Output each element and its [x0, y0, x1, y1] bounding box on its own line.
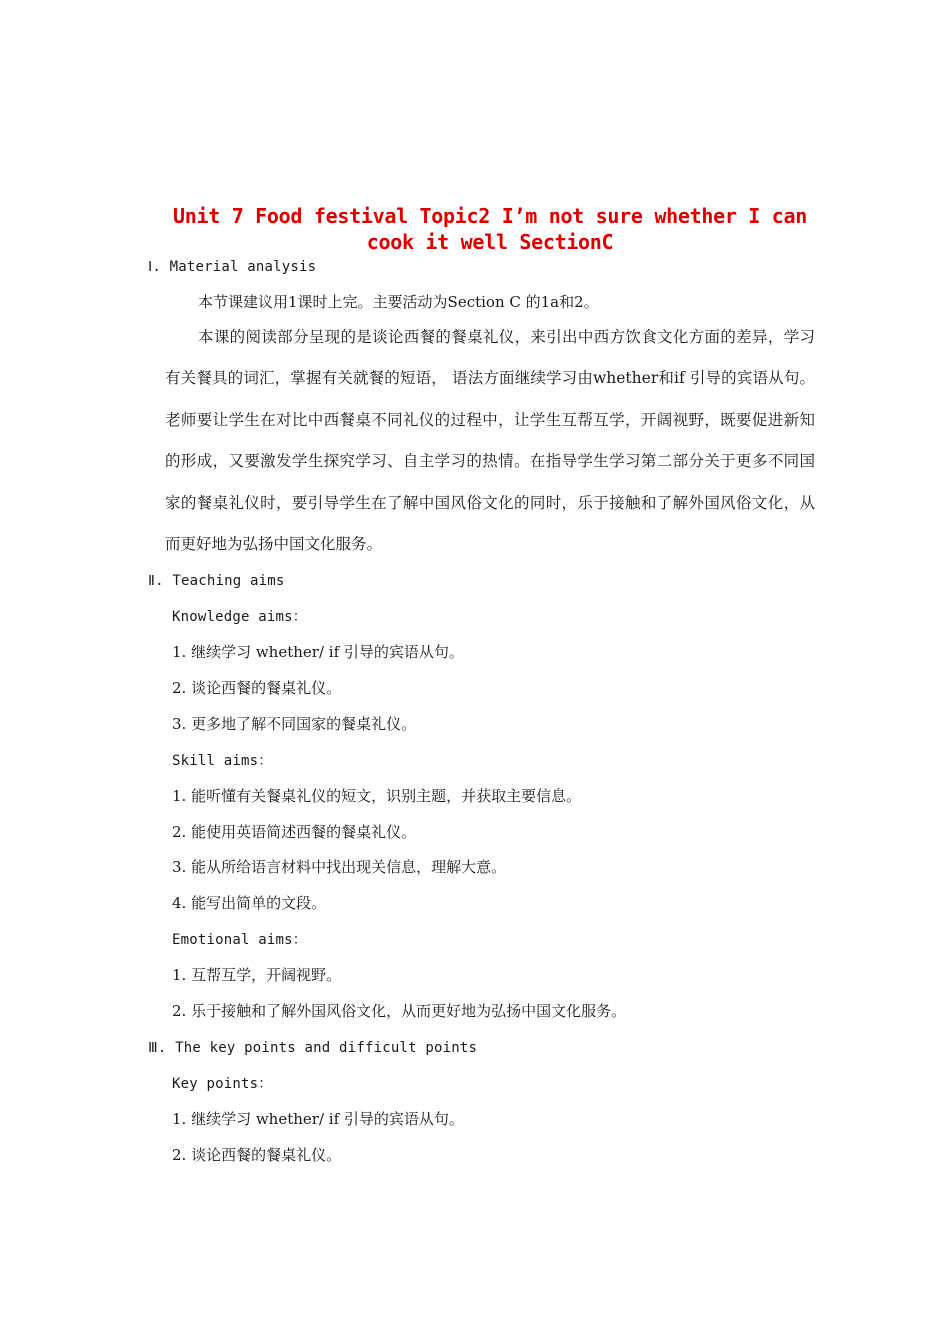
title-line-1: Unit 7 Food festival Topic2 I’m not sure whether I can [172, 204, 807, 228]
skill-aim-item: 1. 能听懂有关餐桌礼仪的短文，识别主题，并获取主要信息。 [172, 787, 582, 805]
emotional-aims-label: Emotional aims： [172, 932, 308, 948]
section-heading-teaching-aims: Ⅱ. Teaching aims [148, 573, 285, 589]
material-paragraph-1: 本节课建议用1课时上完。主要活动为Section C 的1a和2。 [198, 293, 599, 311]
key-point-item: 1. 继续学习 whether/ if 引导的宾语从句。 [172, 1110, 464, 1128]
skill-aim-item: 4. 能写出简单的文段。 [172, 894, 327, 912]
material-paragraph-2: 本课的阅读部分呈现的是谈论西餐的餐桌礼仪，来引出中西方饮食文化方面的差异，学习有关餐具的词汇，掌握有关就餐的短语， 语法方面继续学习由whether和if 引导的宾语从句。老师要让学生在对比中西餐桌不同礼仪的过程中，让学生互帮互学，开阔视野，既要促进新知的形成，又要激发学生探究学习、自主学习的热情。在指导学生学习第二部分关于更多不同国家的餐桌礼仪时，要引导学生在了解中国风俗文化的同时，乐于接触和了解外国风俗文化，从而更好地为弘扬中国文化服务。 [165, 328, 815, 554]
skill-aims-label: Skill aims： [172, 753, 273, 769]
title-line-2: cook it well SectionC [366, 230, 614, 254]
emotional-aim-item: 2. 乐于接触和了解外国风俗文化，从而更好地为弘扬中国文化服务。 [172, 1002, 627, 1020]
knowledge-aim-item: 3. 更多地了解不同国家的餐桌礼仪。 [172, 715, 417, 733]
skill-aim-item: 3. 能从所给语言材料中找出现关信息，理解大意。 [172, 858, 507, 876]
key-point-item: 2. 谈论西餐的餐桌礼仪。 [172, 1146, 342, 1164]
key-points-label: Key points： [172, 1076, 273, 1092]
section-heading-material-analysis: Ⅰ. Material analysis [148, 259, 317, 275]
section-heading-key-points: Ⅲ. The key points and difficult points [148, 1040, 478, 1056]
knowledge-aims-label: Knowledge aims： [172, 609, 308, 625]
skill-aim-item: 2. 能使用英语简述西餐的餐桌礼仪。 [172, 823, 417, 841]
document-title [150, 203, 830, 255]
emotional-aim-item: 1. 互帮互学，开阔视野。 [172, 966, 342, 984]
knowledge-aim-item: 1. 继续学习 whether/ if 引导的宾语从句。 [172, 643, 464, 661]
knowledge-aim-item: 2. 谈论西餐的餐桌礼仪。 [172, 679, 342, 697]
